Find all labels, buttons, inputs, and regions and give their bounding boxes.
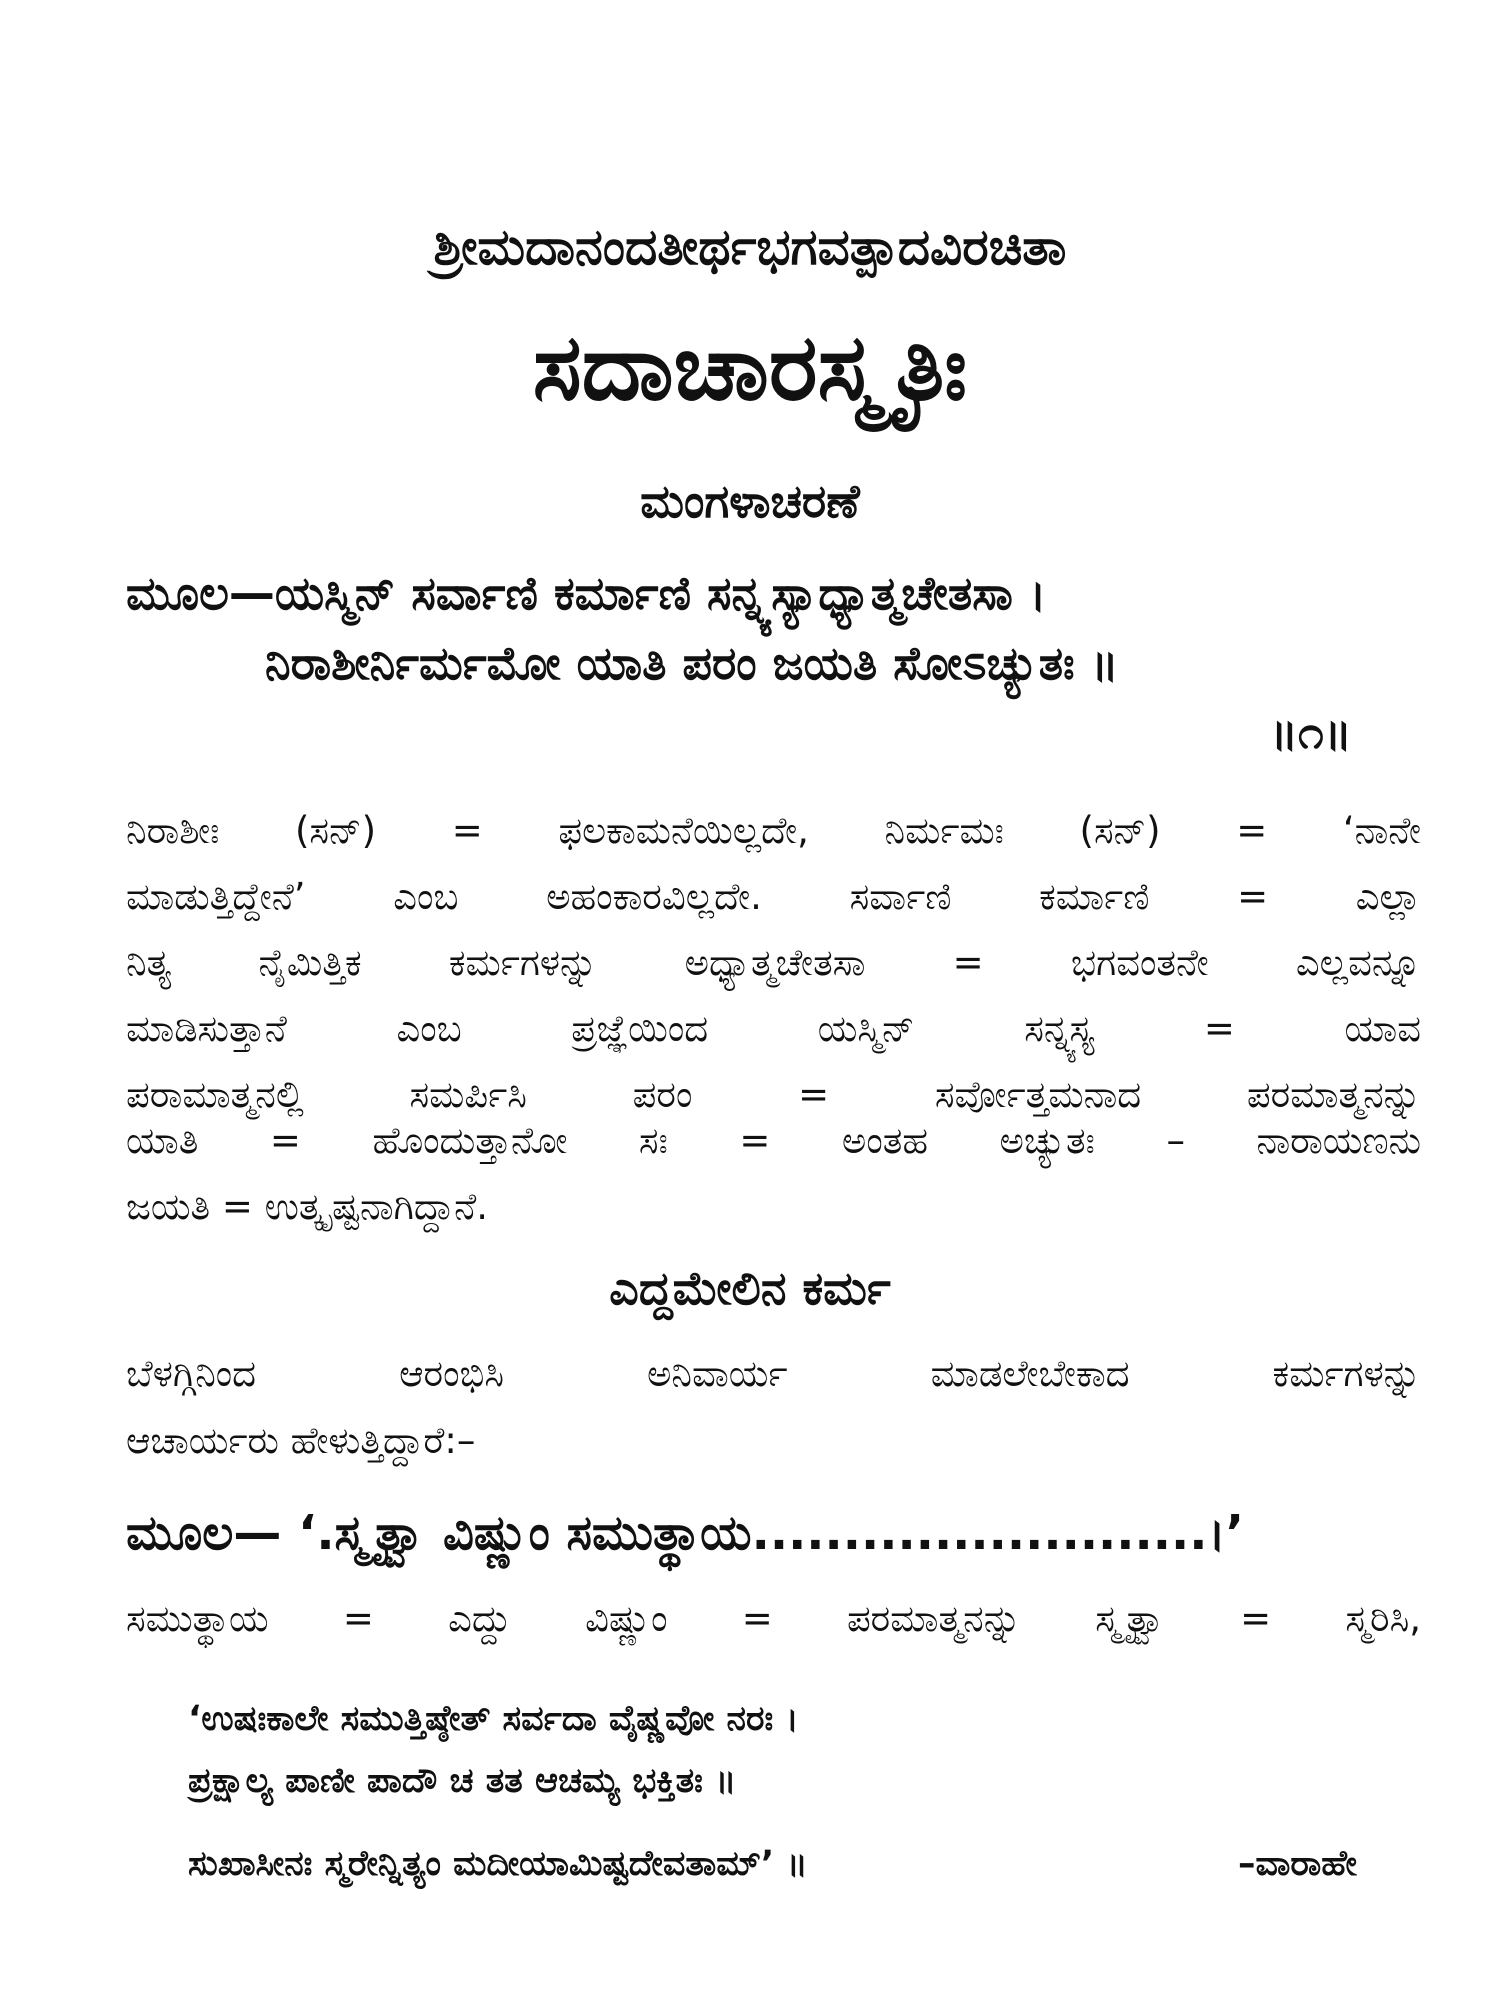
page-title: ಸದಾಚಾರಸ್ಮೃತಿಃ: [532, 314, 968, 421]
gloss-line: ಮಾಡುತ್ತಿದ್ದೇನೆ’ ಎಂಬ ಅಹಂಕಾರವಿಲ್ಲದೇ. ಸರ್ವಾಣಿ ಕರ್ಮಾಣಿ = ಎಲ್ಲಾ: [126, 875, 1421, 918]
gloss-line: ಮಾಡಿಸುತ್ತಾನೆ ಎಂಬ ಪ್ರಜ್ಞೆಯಿಂದ ಯಸ್ಮಿನ್ ಸನ್ನ್ಯಸ್ಯ = ಯಾವ: [126, 1007, 1421, 1050]
section-heading-mangalacharane: ಮಂಗಳಾಚರಣೆ: [640, 474, 860, 528]
authorship-subtitle: ಶ್ರೀಮದಾನಂದತೀರ್ಥಭಗವತ್ಪಾದವಿರಚಿತಾ: [433, 218, 1067, 276]
quoted-verse-line: ಸುಖಾಸೀನಃ ಸ್ಮರೇನ್ನಿತ್ಯಂ ಮದೀಯಾಮಿಷ್ಟದೇವತಾಮ್’ ॥: [188, 1844, 808, 1884]
intro-line: ಬೆಳಗ್ಗಿನಿಂದ ಆರಂಭಿಸಿ ಅನಿವಾರ್ಯ ಮಾಡಲೇಬೇಕಾದ ಕರ್ಮಗಳನ್ನು: [126, 1352, 1421, 1395]
gloss-line: ಪರಾಮಾತ್ಮನಲ್ಲಿ ಸಮರ್ಪಿಸಿ ಪರಂ = ಸರ್ವೋತ್ತಮನಾದ ಪರಮಾತ್ಮನನ್ನು: [126, 1073, 1421, 1116]
verse-source: –ವಾರಾಹೇ: [1238, 1844, 1357, 1884]
gloss-line: ಯಾತಿ = ಹೊಂದುತ್ತಾನೋ ಸಃ = ಅಂತಹ ಅಚ್ಯುತಃ – ನಾರಾಯಣನು: [126, 1119, 1421, 1162]
verse-number: ॥೧॥: [1270, 705, 1352, 759]
gloss-line: ಜಯತಿ = ಉತ್ಕೃಷ್ಟನಾಗಿದ್ದಾನೆ.: [126, 1185, 488, 1228]
section-heading-eddameline-karma: ಎದ್ದಮೇಲಿನ ಕರ್ಮ: [609, 1261, 891, 1315]
mula-verse-line: ಮೂಲ— ‘.ಸ್ಮೃತ್ವಾ ವಿಷ್ಣುಂ ಸಮುತ್ಥಾಯ.........................।’: [126, 1505, 1244, 1561]
mula-verse-line: ಮೂಲ—ಯಸ್ಮಿನ್ ಸರ್ವಾಣಿ ಕರ್ಮಾಣಿ ಸನ್ನ್ಯಸ್ಯಾಧ್ಯಾತ್ಮಚೇತಸಾ ।: [126, 566, 1047, 620]
gloss-line: ಸಮುತ್ಥಾಯ = ಎದ್ದು ವಿಷ್ಣುಂ = ಪರಮಾತ್ಮನನ್ನು ಸ್ಮೃತ್ವಾ = ಸ್ಮರಿಸಿ,: [126, 1597, 1421, 1640]
quoted-verse-line: ಪ್ರಕ್ಷಾಲ್ಯ ಪಾಣೀ ಪಾದೌ ಚ ತತ ಆಚಮ್ಯ ಭಕ್ತಿತಃ ॥: [188, 1761, 737, 1801]
quoted-verse-line: ‘ಉಷಃಕಾಲೇ ಸಮುತ್ತಿಷ್ಠೇತ್ ಸರ್ವದಾ ವೈಷ್ಣವೋ ನರಃ ।: [188, 1699, 799, 1739]
gloss-line: ನಿತ್ಯ ನೈಮಿತ್ತಿಕ ಕರ್ಮಗಳನ್ನು ಅಧ್ಯಾತ್ಮಚೇತಸಾ = ಭಗವಂತನೇ ಎಲ್ಲವನ್ನೂ: [126, 941, 1421, 984]
gloss-line: ನಿರಾಶೀಃ (ಸನ್) = ಫಲಕಾಮನೆಯಿಲ್ಲದೇ, ನಿರ್ಮಮಃ (ಸನ್) = ‘ನಾನೇ: [126, 809, 1421, 852]
mula-verse-line: ನಿರಾಶೀರ್ನಿರ್ಮಮೋ ಯಾತಿ ಪರಂ ಜಯತಿ ಸೋಽಚ್ಯುತಃ ॥: [265, 636, 1119, 690]
intro-line: ಆಚಾರ್ಯರು ಹೇಳುತ್ತಿದ್ದಾರೆ:–: [126, 1419, 476, 1462]
